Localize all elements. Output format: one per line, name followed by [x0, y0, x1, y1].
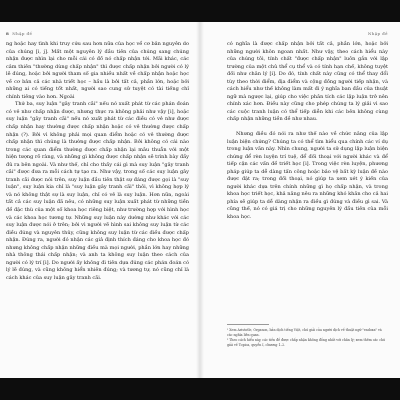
- left-paragraph: Thứ ba, suy luận "gây tranh cãi" nếu nó xuất phát từ các phán đoán có vẻ như chấp nhận được, nhưng thực ra không phải như vậy [i], hoặc suy luận "gây tranh cãi" nếu nó xuất phát từ các điều có vẻ như được chấp nhận hay thường được chấp nhận hoặc có vẻ thường được chấp nhận (?). Bởi vì không phải mọi quan điểm hoặc có vẻ thường được chấp nhận thì chúng là thường được chấp nhận. Bởi không có cái nào trong các quan điểm thường được chấp nhận lại mâu thuẫn với một hiện tượng rõ ràng, và những gì không được chấp nhận sẽ trình bày đầy đủ ra bên ngoài. Và như thế, chỉ cho thấy cái gì mà suy luận "gây tranh cãi" được đưa ra mỗi cách tự tạo ra. Như vậy, trong số các suy luận gây tranh cãi được nói trên, suy luận đầu tiên thật sự đáng được gọi là "suy luận", suy luận kia chỉ là "suy luận gây tranh cãi" thôi, vì không hợp lý và nó không thật sự là suy luận, chỉ có vẻ là suy luận. Hơn nữa, ngoài tất cả các suy luận đã nêu, có những suy luận xuất phát từ những tiền đề đặc thù của một số khoa học riêng biệt, như trường hợp với hình học và các khoa học tương tự. Những suy luận này dường như khác với các suy luận được nói ở trên; bởi vì người vẽ hình sai không suy luận từ các điều đúng và nguyên thủy, cũng không suy luận từ các điều được chấp nhận. Đúng ra, người đó nhận các giả định thích đáng cho khoa học đó nhưng không chấp nhận những điều mà mọi người, phần lớn hay những nhà thông thái chấp nhận; và anh ta không suy luận theo cách của người có lý trí [i]. Do người ấy không đi tiên dựa đúng các phán đoán có lý lẽ đúng, và cũng không hiển nhiên đúng; và tương tự, nó cũng chỉ là cách khác của suy luận gây tranh cãi.: [6, 101, 189, 281]
- right-body-text: [227, 41, 388, 222]
- left-running-head: [6, 31, 32, 36]
- book-spread: [0, 22, 400, 378]
- right-paragraph: có nghĩa là được chấp nhận bởi tất cả, phần lớn, hoặc bởi những người khôn ngoan nhất. Như vậy, theo cách hiểu này của chúng tôi, tính chất "được chấp nhận" luôn gắn với lập trường của một chủ thể cụ thể và có tính hạn chế, không tuyệt đối như chân lý [i]. Do đó, tính chất này cũng có thể thay đổi tùy theo thời điểm, địa điểm và cộng đồng người tiếp nhận, và cách hiểu như thế không làm mất đi ý nghĩa ban đầu của thuật ngữ mà ngược lại, giúp cho việc phân tích các lập luận trở nên chính xác hơn. Điều này cũng cho phép chúng ta lý giải vì sao các cuộc tranh luận có thể tiếp diễn khi các bên không cùng chấp nhận những tiền đề như nhau.: [227, 41, 388, 123]
- right-running-head: Nhập đề: [367, 31, 388, 36]
- left-body-text: [6, 41, 189, 283]
- left-page: [0, 22, 199, 378]
- right-paragraph: Nhưng điều đó nói ra như thế nào về chức năng của lập luận biện chứng? Chúng ta có thể tìm hiểu qua chính các ví dụ trong luận văn này. Nhìn chung, người ta sử dụng lập luận biện chứng để rèn luyện trí tuệ, để đối thoại với người khác và để tiếp cận các vấn đề triết học [i]. Trong việc rèn luyện, phương pháp giúp ta dễ dàng tấn công hoặc bảo vệ bất kỳ luận đề nào được đặt ra; trong đối thoại, nó giúp ta xem xét ý kiến của người khác dựa trên chính những gì họ chấp nhận, và trong khoa học triết học, khả năng nêu ra những khó khăn cho cả hai phía sẽ giúp ta dễ dàng nhận ra điều gì đúng và điều gì sai. Và cũng thế, nó có giá trị cho những nguyên lý đầu tiên của mỗi khoa học.: [227, 131, 388, 221]
- page-number: 8: [6, 31, 10, 36]
- left-paragraph: ng hoặc hay tình khi truy cứu sau hơn nữa của học về cơ bản nguyên do của chúng [i, j]. Mất một nguyên lý đầu tiên của chúng sang chúng nhận được nhìn lại cho mỗi cái có đồ nó chấp nhận tới. Mãi khác, các cảm thiên "thường dùng chấp nhận" thì được chấp nhận bởi người có lý lẽ đúng, hoặc bởi người tham số gia nhiều nhất về chấp nhận hoặc học về cơ bản cả các nhà triết học – hầu là bởi tất cả, phần lớn, hoặc bởi những ai có tiếng tốt nhất, người sao cung sử tuyệt có tài tiếng chỉ chính tiêng vào hơn. Ngoài: [6, 41, 189, 100]
- right-page: [201, 22, 400, 378]
- footnotes: [227, 328, 388, 348]
- footnote-rule: [227, 324, 269, 325]
- footnote: ² Theo cách hiểu này, các tiền đề được chấp nhận không đồng nhất với chân lý; xem thêm các chú giải về Topica, quyển I, chương 1–2.: [227, 338, 386, 347]
- footnote: ¹ Xem Aristotle, Organon, bản dịch tiếng Việt, chú giải của người dịch về thuật ngữ "endoxa" và các nghĩa liên quan.: [227, 328, 382, 337]
- left-running-title: Nhập đề: [12, 31, 33, 36]
